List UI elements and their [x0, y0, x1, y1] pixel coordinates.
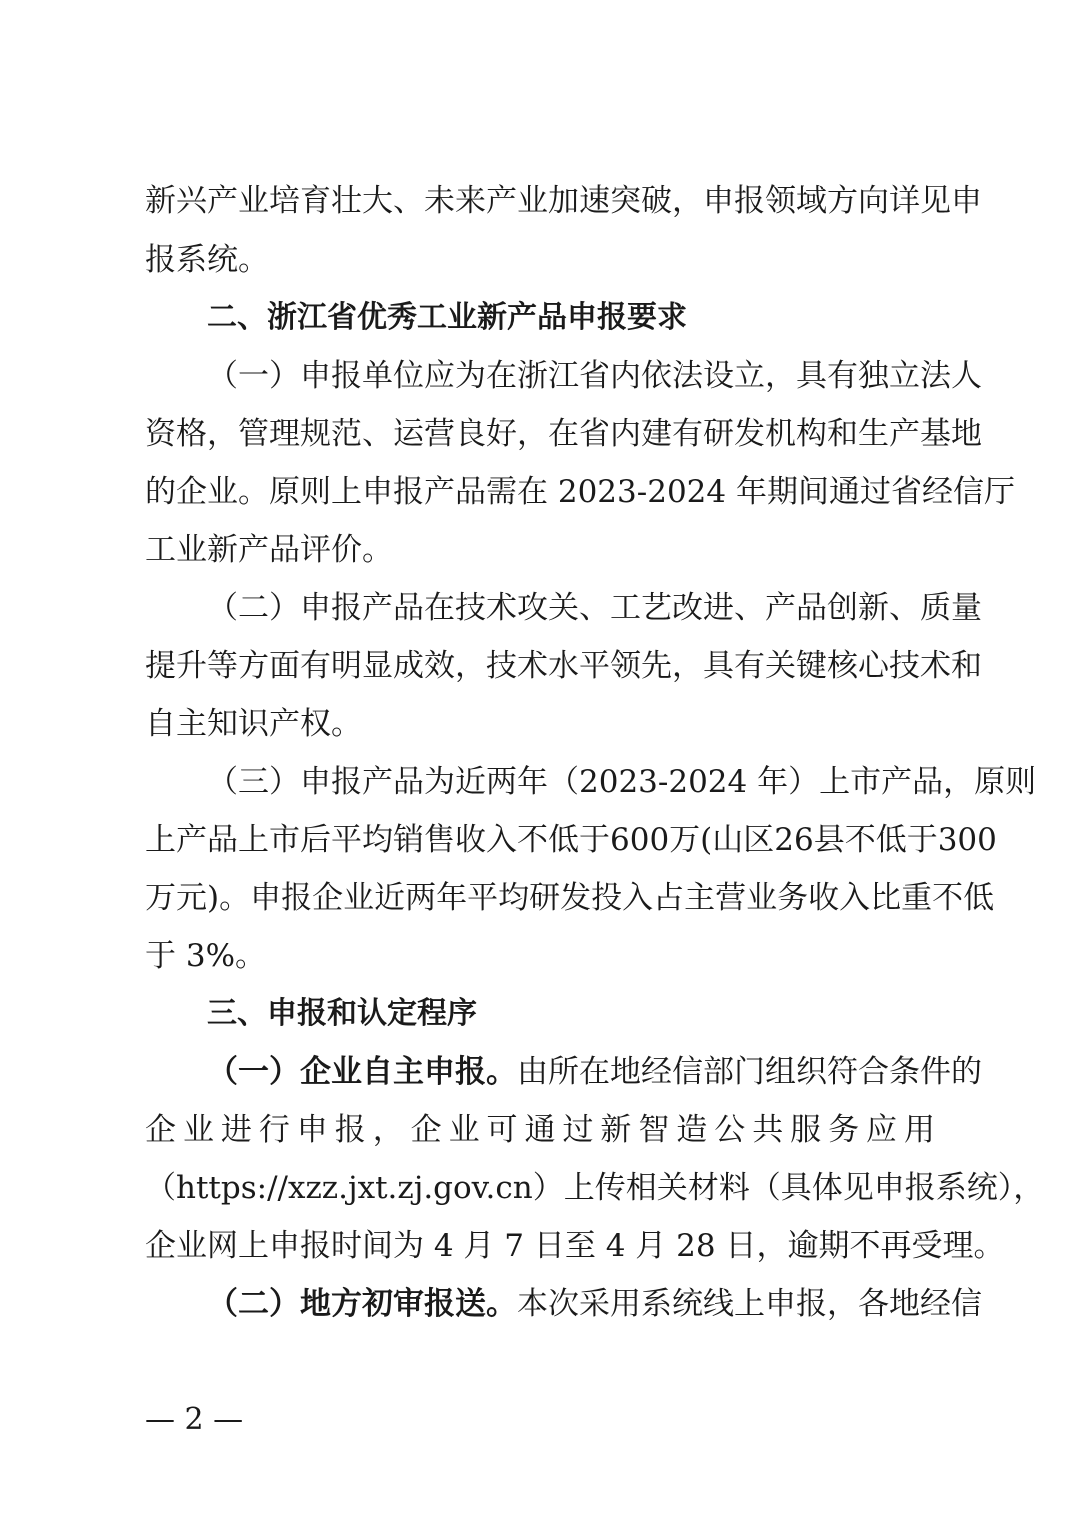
paragraph-local-review	[207, 1284, 982, 1324]
body-text-line: 上产品上市后平均销售收入不低于600万(山区26县不低于300	[145, 822, 997, 858]
body-text-line: 资格，管理规范、运营良好，在省内建有研发机构和生产基地	[145, 416, 982, 452]
body-text-line: 万元)。申报企业近两年平均研发投入占主营业务收入比重不低	[145, 880, 995, 916]
body-text-line: 新兴产业培育壮大、未来产业加速突破，申报领域方向详见申	[145, 183, 982, 219]
section-heading-3: 三、申报和认定程序	[207, 996, 477, 1031]
body-text-line: 的企业。原则上申报产品需在 2023-2024 年期间通过省经信厅	[145, 474, 1015, 510]
body-text-line: （三）申报产品为近两年（2023-2024 年）上市产品，原则	[207, 764, 1037, 800]
paragraph-lead-bold: （一）企业自主申报。	[207, 1054, 517, 1090]
body-text-line: 工业新产品评价。	[145, 532, 393, 568]
body-text-line: 报系统。	[145, 242, 269, 278]
paragraph-lead-bold: （二）地方初审报送。	[207, 1286, 517, 1322]
paragraph-rest: 由所在地经信部门组织符合条件的	[517, 1054, 982, 1090]
body-text-line: 企业进行申报，企业可通过新智造公共服务应用	[145, 1112, 935, 1148]
body-text-line-url: （https://xzz.jxt.zj.gov.cn）上传相关材料（具体见申报系统），	[145, 1170, 1045, 1206]
body-text-line: 于 3%。	[145, 938, 267, 974]
body-text-line: 企业网上申报时间为 4 月 7 日至 4 月 28 日，逾期不再受理。	[145, 1228, 1005, 1264]
body-text-line: （二）申报产品在技术攻关、工艺改进、产品创新、质量	[207, 590, 982, 626]
body-text-line: 提升等方面有明显成效，技术水平领先，具有关键核心技术和	[145, 648, 982, 684]
body-text-line: （一）申报单位应为在浙江省内依法设立，具有独立法人	[207, 358, 982, 394]
body-text-line: 自主知识产权。	[145, 706, 362, 742]
page-number: — 2 —	[145, 1402, 244, 1437]
section-heading-2: 二、浙江省优秀工业新产品申报要求	[207, 300, 687, 335]
paragraph-enterprise-declaration	[207, 1052, 982, 1092]
paragraph-rest: 本次采用系统线上申报，各地经信	[517, 1286, 982, 1322]
